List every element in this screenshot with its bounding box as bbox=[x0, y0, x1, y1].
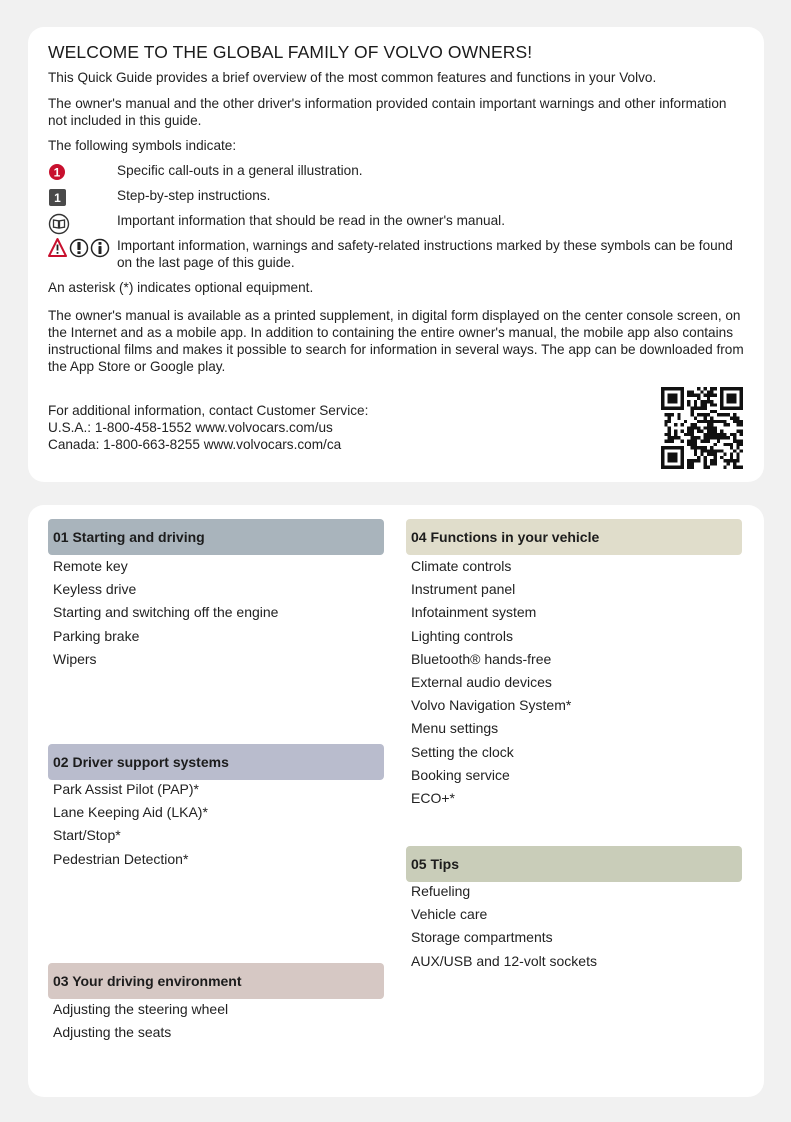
toc-item: Starting and switching off the engine bbox=[53, 604, 279, 621]
toc-item: Lighting controls bbox=[411, 627, 513, 644]
symbol-description: Specific call-outs in a general illustration. bbox=[117, 163, 363, 178]
toc-item: Refueling bbox=[411, 883, 471, 899]
toc-item: Instrument panel bbox=[411, 581, 516, 598]
toc-item: Lane Keeping Aid (LKA)* bbox=[53, 804, 208, 821]
toc-item: Keyless drive bbox=[53, 581, 137, 598]
symbol-description: Important information that should be read in the owner's manual. bbox=[117, 213, 505, 228]
toc-item: Park Assist Pilot (PAP)* bbox=[53, 781, 200, 797]
toc-item: Parking brake bbox=[53, 627, 140, 644]
step-number-icon bbox=[48, 187, 70, 209]
section-header-driver-support: 02 Driver support systems bbox=[48, 744, 384, 780]
manual-availability-paragraph: The owner's manual is available as a printed supplement, in digital form displayed on the center console screen, on the Internet and as a mobile app. In addition to containing the entire owner's manual, the mobile app also contains instructional films and makes it possible to search for information in several ways. The app can be downloaded from the App Store or Google play. bbox=[48, 308, 744, 374]
toc-item: Remote key bbox=[53, 558, 128, 574]
toc-item: Climate controls bbox=[411, 558, 512, 574]
section-header-tips: 05 Tips bbox=[406, 846, 742, 882]
symbol-description: Important information, warnings and safety-related instructions marked by these symbols can be found on the last page of this guide. bbox=[117, 238, 733, 270]
section-list-starting-driving bbox=[48, 555, 384, 671]
symbol-description: Step-by-step instructions. bbox=[117, 188, 271, 203]
callout-number: 1 bbox=[53, 165, 61, 180]
section-header-vehicle-functions: 04 Functions in your vehicle bbox=[406, 519, 742, 555]
page-title: WELCOME TO THE GLOBAL FAMILY OF VOLVO OWNERS! bbox=[48, 42, 533, 62]
warning-paragraph: The owner's manual and the other driver's information provided contain important warnings and other information not included in this guide. bbox=[48, 96, 727, 128]
owners-manual-book-icon bbox=[48, 212, 72, 236]
contact-usa: U.S.A.: 1-800-458-1552 www.volvocars.com/us bbox=[48, 420, 333, 435]
section-header-driving-environment: 03 Your driving environment bbox=[48, 963, 384, 999]
toc-item: Setting the clock bbox=[411, 743, 514, 760]
section-header-starting-driving: 01 Starting and driving bbox=[48, 519, 384, 555]
symbol-row bbox=[48, 162, 748, 184]
contents-card bbox=[28, 505, 764, 1097]
intro-paragraph: This Quick Guide provides a brief overview of the most common features and functions in your Volvo. bbox=[48, 70, 657, 85]
toc-item: Infotainment system bbox=[411, 604, 537, 621]
symbol-row bbox=[48, 212, 748, 234]
section-list-driver-support bbox=[48, 778, 384, 871]
toc-item: ECO+* bbox=[411, 789, 455, 806]
symbol-row bbox=[48, 187, 748, 209]
step-number: 1 bbox=[54, 191, 61, 205]
intro-card bbox=[28, 27, 764, 482]
symbol-row bbox=[48, 237, 748, 273]
contact-canada: Canada: 1-800-663-8255 www.volvocars.com/ca bbox=[48, 437, 342, 452]
symbols-intro: The following symbols indicate: bbox=[48, 138, 237, 153]
toc-item: Pedestrian Detection* bbox=[53, 850, 189, 867]
toc-item: Adjusting the steering wheel bbox=[53, 1001, 229, 1017]
asterisk-note: An asterisk (*) indicates optional equipment. bbox=[48, 280, 314, 295]
red-numbered-callout-icon bbox=[48, 162, 70, 184]
section-list-driving-environment bbox=[48, 998, 384, 1044]
toc-item: Adjusting the seats bbox=[53, 1024, 172, 1041]
section-list-tips bbox=[406, 880, 742, 973]
toc-item: Wipers bbox=[53, 650, 97, 667]
warning-exclamation-info-icons bbox=[48, 237, 116, 259]
toc-item: Volvo Navigation System* bbox=[411, 697, 572, 714]
qr-code-icon[interactable] bbox=[661, 387, 743, 469]
toc-item: Bluetooth® hands-free bbox=[411, 650, 552, 667]
toc-item: Storage compartments bbox=[411, 929, 553, 946]
toc-item: AUX/USB and 12-volt sockets bbox=[411, 952, 597, 969]
toc-item: Vehicle care bbox=[411, 906, 488, 923]
section-list-vehicle-functions bbox=[406, 555, 742, 810]
contact-intro: For additional information, contact Customer Service: bbox=[48, 403, 369, 418]
toc-item: External audio devices bbox=[411, 673, 552, 690]
toc-item: Start/Stop* bbox=[53, 827, 121, 844]
toc-item: Menu settings bbox=[411, 720, 499, 737]
toc-item: Booking service bbox=[411, 766, 510, 783]
